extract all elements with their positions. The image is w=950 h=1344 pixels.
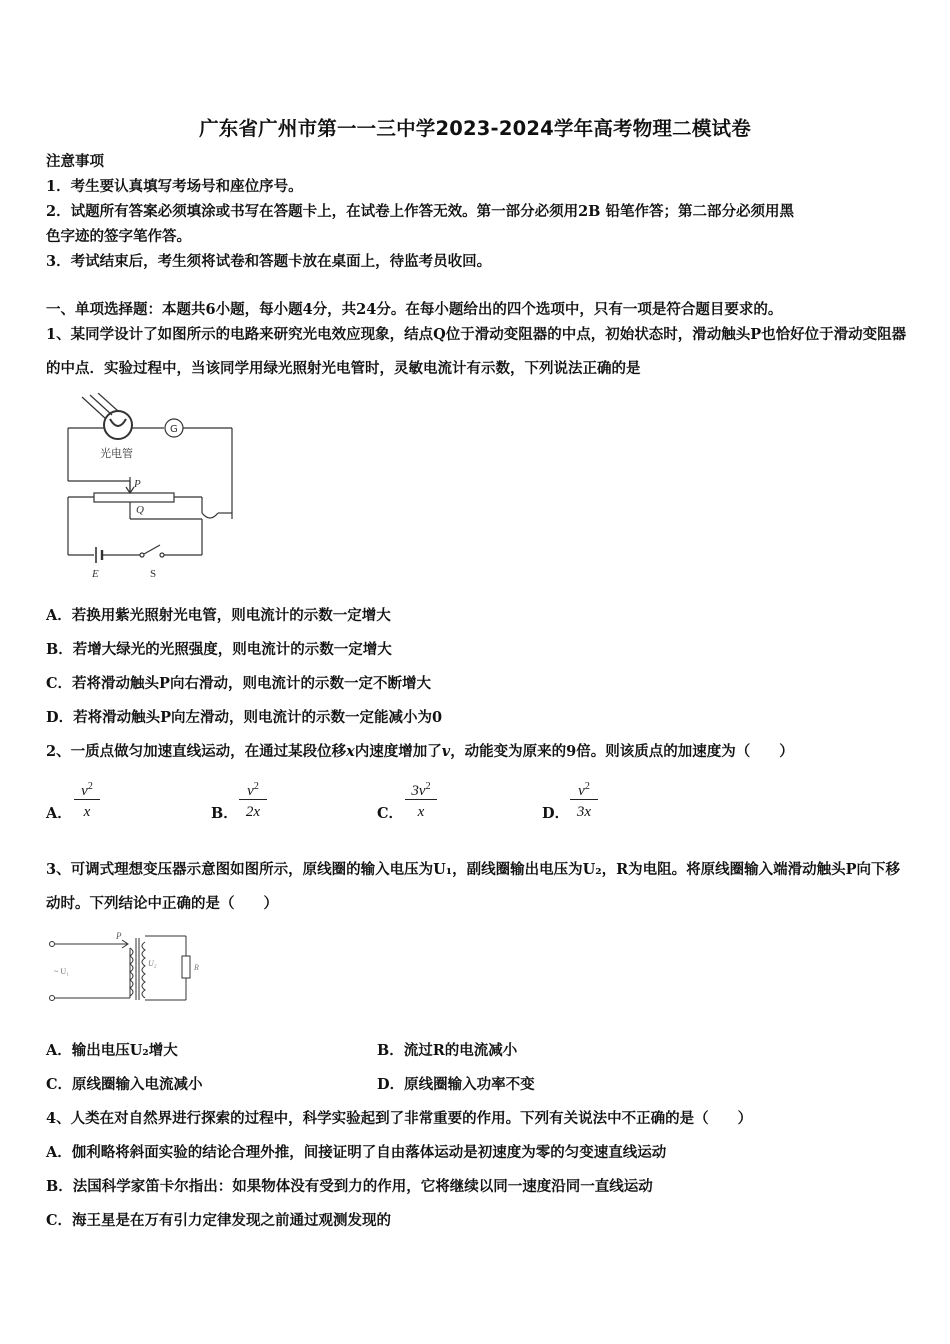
question-2-stem: 2、一质点做匀加速直线运动，在通过某段位移x内速度增加了v，动能变为原来的9倍。则该质点的加速度为（ ）	[46, 743, 794, 760]
q3-option-d: D．原线圈输入功率不变	[377, 1076, 535, 1093]
switch-s-label: S	[150, 568, 157, 580]
transformer-figure	[44, 928, 214, 1008]
q2-option-a-label: A．	[46, 805, 72, 822]
q1-option-a: A．若换用紫光照射光电管，则电流计的示数一定增大	[46, 607, 391, 624]
q3-option-c: C．原线圈输入电流减小	[46, 1076, 203, 1093]
q4-option-c: C．海王星是在万有引力定律发现之前通过观测发现的	[46, 1212, 392, 1229]
notice-item: 1．考生要认真填写考场号和座位序号。	[46, 178, 303, 195]
question-4-stem: 4、人类在对自然界进行探索的过程中，科学实验起到了非常重要的作用。下列有关说法中不正确的是（ ）	[46, 1110, 753, 1127]
notice-item: 3．考试结束后，考生须将试卷和答题卡放在桌面上，待监考员收回。	[46, 253, 492, 270]
q2-option-d-fraction: $v^2$ 3x	[570, 776, 598, 823]
transformer-p-label: P	[116, 931, 122, 941]
q1-option-c: C．若将滑动触头P向右滑动，则电流计的示数一定不断增大	[46, 675, 431, 692]
slider-p-label: P	[134, 478, 141, 490]
notice-item: 2．试题所有答案必须填涂或书写在答题卡上，在试卷上作答无效。第一部分必须用2B 铅笔作答；第二部分必须用黑	[46, 203, 794, 220]
q1-option-b: B．若增大绿光的光照强度，则电流计的示数一定增大	[46, 641, 392, 658]
q3-option-b: B．流过R的电流减小	[377, 1042, 518, 1059]
q2-option-d-label: D．	[542, 805, 570, 822]
question-3-stem: 3、可调式理想变压器示意图如图所示，原线圈的输入电压为U₁，副线圈输出电压为U₂，R为电阻。将原线圈输入端滑动触头P向下移动时。下列结论中正确的是（ ）	[46, 861, 901, 912]
q3-option-a: A．输出电压U₂增大	[46, 1042, 178, 1059]
q4-option-a: A．伽利略将斜面实验的结论合理外推，间接证明了自由落体运动是初速度为零的匀变速直线运动	[46, 1144, 667, 1161]
tube-label: 光电管	[100, 447, 133, 460]
q4-option-b: B．法国科学家笛卡尔指出：如果物体没有受到力的作用，它将继续以同一速度沿同一直线运动	[46, 1178, 653, 1195]
q2-option-c-fraction: $3v^2$ x	[405, 776, 437, 823]
question-1-stem: 1、某同学设计了如图所示的电路来研究光电效应现象，结点Q位于滑动变阻器的中点，初始状态时，滑动触头P也恰好位于滑动变阻器的中点．实验过程中，当该同学用绿光照射光电管时，灵敏电流计有示数，下列说法正确的是	[46, 326, 907, 377]
output-u2-label: U₂	[148, 959, 157, 968]
galvanometer-label: G	[170, 424, 178, 435]
node-q-label: Q	[136, 504, 144, 516]
q1-option-d: D．若将滑动触头P向左滑动，则电流计的示数一定能减小为0	[46, 709, 443, 726]
resistor-r-label: R	[194, 963, 199, 972]
q2-option-c-label: C．	[377, 805, 404, 822]
q2-option-b-fraction: $v^2$ 2x	[239, 776, 267, 823]
page-title: 广东省广州市第一一三中学2023-2024学年高考物理二模试卷	[199, 117, 751, 140]
notice-heading: 注意事项	[46, 153, 104, 170]
q2-option-b-label: B．	[211, 805, 238, 822]
photoelectric-circuit-figure	[60, 393, 240, 583]
notice-item: 色字迹的签字笔作答。	[46, 228, 191, 245]
section-heading: 一、单项选择题：本题共6小题，每小题4分，共24分。在每小题给出的四个选项中，只有一项是符合题目要求的。	[46, 301, 783, 318]
battery-e-label: E	[92, 568, 99, 580]
input-u1-label: ~ U₁	[54, 967, 69, 976]
q2-option-a-fraction: $v^2$ x	[74, 776, 100, 823]
